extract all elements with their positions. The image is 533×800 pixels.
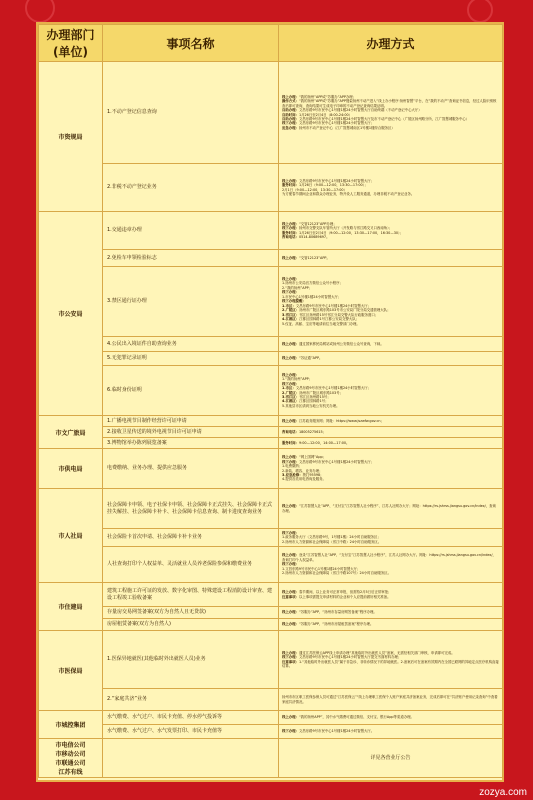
method-cell	[279, 164, 503, 212]
method-label: 线上办理：	[282, 255, 299, 260]
method-line: 注意事项：1.“其他临时外出就医人员”属于非急诊、非转诊情况下的异地就医。2.备案后可在备案有效期内在全国已联网的异地定点医疗机构直接结算。	[282, 659, 499, 668]
table-row	[39, 164, 503, 212]
item-name-cell: 1.不动产登记信息查询	[103, 62, 279, 164]
department-cell: 市电信公司 市移动公司 市联通公司 江苏有线	[39, 739, 103, 778]
method-line: 线上办理：“我的扬州”APP或“苏服办”APP办理；	[282, 94, 357, 99]
method-line: 线上办理：登录“江苏智慧人社”APP、“支付宝”江苏智慧人社小程序”，江苏人社网办大厅。网址：https://rs.jshrss.jiangsu.gov.cn/index/，查询打印个人权益单。	[282, 553, 496, 562]
method-label: 线下办理：	[282, 655, 299, 660]
method-cell	[279, 62, 503, 164]
method-label: 线下办理提醒：	[282, 299, 306, 304]
item-name-cell: 3.禁区通行证办理	[103, 267, 279, 337]
method-cell	[279, 619, 503, 631]
department-cell: 市供电局	[39, 449, 103, 489]
method-cell	[279, 583, 503, 607]
item-name-cell: 水气缴费、水气过户、水气发票打印、市民卡充值等	[103, 725, 279, 739]
item-name-cell: 房屋租赁备案(双方为自然人)	[103, 619, 279, 631]
method-cell	[279, 337, 503, 352]
table-row	[39, 607, 503, 619]
method-line: 5.其他县市区请到当地公安机关办理。	[282, 403, 340, 408]
method-label: 自助办理：	[282, 116, 299, 121]
method-line: 2.扬州市人力资源和社会保障局（邗江中路107号）24小时自助服务区。	[282, 571, 391, 576]
method-line: 1.政务服务大厅（文昌东路9号，1号楼1楼）24小时自助服务区；	[282, 535, 381, 540]
method-label: 线下办理：	[282, 121, 299, 126]
method-label: 线上办理：	[282, 455, 299, 460]
table-header-row	[39, 25, 503, 62]
item-name-cell: 人社查询打印个人权益单、灵活就业人员养老保险参保和缴费业务	[103, 547, 279, 583]
method-label: 应急办理：	[282, 125, 299, 130]
method-line: 线上办理：“交管12123”APP。	[282, 255, 330, 260]
method-label: 线上办理：	[282, 650, 299, 655]
method-line: 为方便春节期间企业和群众办理业务，特开设人工服务通道，办理非税不动产登记业务。	[282, 191, 415, 196]
method-line: 注意事项：以上事项需提交申请材料的企业和个人应提前做好相关准备。	[282, 594, 391, 599]
method-label: 1.市区：	[282, 386, 296, 391]
service-table-frame	[36, 22, 504, 782]
table-row	[39, 427, 503, 438]
item-name-cell: 1.交通违章办理	[103, 212, 279, 250]
method-cell	[279, 529, 503, 547]
item-name-cell: 2.“家庭共济”业务	[103, 689, 279, 711]
table-row	[39, 366, 503, 416]
method-line: 详见各营业厅公告	[370, 754, 411, 761]
method-line: 服务时间：1月26日至2月4日（9:00—12:00，13:30—17:00，16:30—30）；	[282, 230, 404, 235]
method-label: 线上办理：	[282, 356, 299, 361]
table-row	[39, 337, 503, 352]
method-label: 操作方式：	[282, 99, 299, 104]
method-line: 线下办理：文昌东路9号市民中心1号楼1楼24小时智慧大厅。	[282, 729, 375, 734]
method-line: 线上办理：文昌东路9号市民中心1号楼1楼24小时智慧大厅；	[282, 178, 375, 183]
method-label: 线下办理：	[282, 729, 299, 734]
method-label: 线上办理：	[282, 590, 299, 595]
method-line: 3.应急抢修：拨打95598；	[282, 472, 324, 477]
item-name-cell: 2.免检车申领检验标志	[103, 250, 279, 267]
method-line: 线上办理：“网上国网”App；	[282, 455, 327, 460]
method-label: 注意事项：	[282, 594, 299, 599]
table-row	[39, 416, 503, 427]
method-label: 注意事项：	[282, 659, 299, 664]
method-label: 咨询电话：	[282, 429, 299, 434]
method-label: 3.邗江区：	[282, 394, 300, 399]
table-row	[39, 619, 503, 631]
method-label: 线下办理：	[282, 562, 299, 567]
method-cell	[279, 547, 503, 583]
method-label: 线上办理：	[282, 341, 299, 346]
header-department: 办理部门(单位)	[39, 25, 103, 62]
method-label: 线上办理：	[282, 715, 299, 720]
item-name-cell: 电费缴纳、业务办理、提供应急服务	[103, 449, 279, 489]
method-label: 3.邗江区：	[282, 312, 300, 317]
method-label: 咨询电话：	[282, 234, 299, 239]
department-cell: 市文广旅局	[39, 416, 103, 449]
item-name-cell: 2.接收卫星传送的境外电视节目许可证申请	[103, 427, 279, 438]
method-line: 线上办理：“苏服办”APP、“扬州市存量房网签备案”程序办理。	[282, 610, 377, 615]
method-line: 1.市民中心1号楼1楼24小时智慧大厅；	[282, 294, 342, 299]
method-line: 2.广陵区：扬州市广陵区城东路103号市公安局广陵分局交通管理大队；	[282, 308, 391, 313]
method-line: 操作方式：“我的扬州”APP或“苏服办”APP搜索扬州不动产进入“线上办小程序·扬州智慧”平台，在“我的不动产”查询证书信息，经过人脸识别核查后即可查询，查询结果可生成电子印章的不动产登记查询结果证明。	[282, 99, 497, 108]
method-line: 1.市区：文昌东路9号市民中心1号楼1楼24小时智慧大厅；	[282, 303, 372, 308]
item-name-cell: 4.公民出入境证件自助查询业务	[103, 337, 279, 352]
method-line: 服务时间：1月26日（9:00—12:00，13:30—17:00）；	[282, 183, 368, 188]
method-line: 1.文昌东路9号市民中心1号楼1楼24小时智慧大厅；	[282, 566, 361, 571]
table-row	[39, 449, 503, 489]
method-label: 线上办理：	[282, 372, 299, 377]
table-row	[39, 583, 503, 607]
item-name-cell: 建筑工程施工许可证的发放、数字化审图、特殊建设工程消防设计审查、建设工程竣工验收备案	[103, 583, 279, 607]
method-line: 扬州市市区职工医保参保人员可通过“江苏医保云”“线上办理职工医保个人账户家庭共济备案业务，完成后即可在“共济账户使用记录查询”中查看家庭共济情况。	[282, 695, 498, 704]
method-line: 咨询电话：0514-80689697。	[282, 234, 330, 239]
method-line: 应急办理：扬州市不动产登记中心（江广智慧城南区1号楼1楼综合服务区）	[282, 125, 395, 130]
table-row	[39, 529, 503, 547]
table-body	[39, 62, 503, 778]
table-row	[39, 547, 503, 583]
method-cell	[279, 212, 503, 250]
department-cell: 市住建局	[39, 583, 103, 631]
method-cell	[279, 607, 503, 619]
item-name-cell: 社会保障卡申领、电子社保卡申领、社会保障卡正式挂失、社会保障卡正式挂失解挂、社会保障卡补卡、社会保障卡信息查询、制卡进度查询业务	[103, 489, 279, 529]
table-row	[39, 212, 503, 250]
department-cell: 市医保局	[39, 631, 103, 711]
item-name-cell	[103, 739, 279, 778]
method-line: 线上办理：“江苏智慧人社”APP、“支付宝”江苏智慧人社小程序”、江苏人社网办大厅；网址：https://rs.jshrss.jiangsu.gov.cn/index/，查询办理。	[282, 504, 496, 513]
method-line: 1.电费缴纳；	[282, 464, 303, 469]
method-line: 1.“我的扬州”APP；	[282, 377, 313, 382]
method-line: 线上办理：春节期间，以上业务可正常申报，但需待2月5日后正常审批；	[282, 590, 392, 595]
method-line: 线上办理：江苏政务服务网；网址：https://www.jszwfw.gov.cn；	[282, 418, 384, 423]
method-line: 服务时间：9:00—12:00，14:00—17:00。	[282, 440, 350, 445]
method-line: 线上办理：通过江苏医保云APP线上申请办理“其他临时外出就医人员”备案，无需经相关部门审核，申请即可完成。	[282, 650, 455, 655]
item-name-cell: 存量房交易网签备案(双方为自然人且无贷款)	[103, 607, 279, 619]
method-label: 线上办理：	[282, 610, 299, 615]
method-cell	[279, 438, 503, 449]
method-label: 线上办理：	[282, 276, 299, 281]
item-name-cell: 2.非税不动产登记业务	[103, 164, 279, 212]
table-row	[39, 725, 503, 739]
method-label: 线下办理：	[282, 381, 299, 386]
method-label: 线上办理：	[282, 94, 299, 99]
method-line: 2.扬州市人力资源和社会保障局（邗江中路）24小时自助服务区。	[282, 539, 382, 544]
method-label: 线上办理：	[282, 178, 299, 183]
table-row	[39, 489, 503, 529]
method-label: 线下办理：	[282, 459, 299, 464]
table-row	[39, 739, 503, 778]
method-cell	[279, 689, 503, 711]
method-cell	[279, 725, 503, 739]
item-name-cell: 3.博物馆举办陈列展览备案	[103, 438, 279, 449]
method-cell	[279, 250, 503, 267]
method-cell	[279, 267, 503, 337]
method-label: 线上办理：	[282, 418, 299, 423]
item-name-cell: 5.无犯罪记录证明	[103, 352, 279, 366]
method-cell	[279, 489, 503, 529]
item-name-cell: 1.医保异地就医(其他临时外出就医人员)业务	[103, 631, 279, 689]
table-row	[39, 250, 503, 267]
method-label: 线下办理：	[282, 226, 299, 231]
method-line: 线上办理：“我的扬州APP”，其中水气缴费可通过微信、支付宝、银行App等渠道办理。	[282, 715, 414, 720]
method-cell	[279, 449, 503, 489]
table-row	[39, 689, 503, 711]
table-row	[39, 631, 503, 689]
method-label: 4.江都区：	[282, 317, 300, 322]
method-line: 线下办理：扬州市交警支队车管所大厅（开发路与邗江路交叉口西南角）；	[282, 226, 393, 231]
method-cell	[279, 711, 503, 725]
method-label: 3.应急抢修：	[282, 472, 303, 477]
department-cell: 市公安局	[39, 212, 103, 416]
method-line: 2月1日（9:00—12:00，13:30—17:00）	[282, 187, 347, 192]
watermark-text: zozya.com	[479, 787, 527, 798]
method-cell	[279, 366, 503, 416]
method-label: 线上办理：	[282, 504, 299, 509]
item-name-cell: 1.广播电视节目制作经营许可证申请	[103, 416, 279, 427]
method-line: 线下办理：文昌东路9号市民中心1号楼1楼24小时智慧大厅；	[282, 459, 375, 464]
header-item-name: 事项名称	[103, 25, 279, 62]
table-row	[39, 62, 503, 164]
item-name-cell: 6.临时身份证明	[103, 366, 279, 416]
method-label: 线上办理：	[282, 221, 299, 226]
method-line: 2.“我的扬州”APP；	[282, 285, 313, 290]
department-cell: 市城控集团	[39, 711, 103, 739]
department-cell: 市资规局	[39, 62, 103, 212]
method-line: 3.邗江区：邗江区扬州路15号；	[282, 394, 331, 399]
method-line: 2.广陵区：扬州市广陵区城东路103号；	[282, 390, 343, 395]
method-label: 线下办理：	[282, 530, 299, 535]
header-method: 办理方式	[279, 25, 503, 62]
method-line: 线上办理：“苏证通”APP。	[282, 356, 323, 361]
method-cell	[279, 427, 503, 438]
method-line: 3.邗江区：邗江区扬州路15号邗江分局交警大队行政服务窗口；	[282, 312, 379, 317]
method-label: 1.市区：	[282, 303, 296, 308]
method-label: 自助办理：	[282, 108, 299, 113]
method-line: 线下办理：文昌东路9号市民中心1号楼1楼24小时智慧大厅提交书面材料办理；	[282, 655, 402, 660]
method-label: 线下办理：	[282, 290, 299, 295]
method-label: 服务时间：	[282, 440, 299, 445]
item-name-cell: 水气缴费、水气过户、市民卡充值、停水停气投诉等	[103, 711, 279, 725]
method-line: 自助办理：文昌东路9号市民中心1号楼1楼24小时智慧大厅及市不动产登记中心（广陵区扬州路分所，江广智慧城服务中心）	[282, 116, 470, 121]
method-line: 线上办理：“交管12123”APP办理；	[282, 221, 337, 226]
method-line: 1.市区：文昌东路9号市民中心1号楼1楼24小时智慧大厅；	[282, 386, 372, 391]
method-cell	[279, 352, 503, 366]
method-label: 4.江都区：	[282, 399, 300, 404]
method-label: 自助时间：	[282, 112, 299, 117]
method-line: 4.江都区：江都区园林路1号；	[282, 399, 329, 404]
method-line: 4.江都区：江都区园林路1号江都公安局交警大队；	[282, 317, 360, 322]
item-name-cell: 社会保险卡首次申请、社会保障卡补卡业务	[103, 529, 279, 547]
method-label: 服务时间：	[282, 230, 299, 235]
decorative-header-pattern	[0, 0, 533, 22]
method-line: 自助办理：文昌东路9号市民中心1号楼1楼24小时智慧大厅自助终端（不动产登记中心大厅）	[282, 108, 422, 113]
method-line: 咨询电话：18005275615；	[282, 429, 327, 434]
method-cell	[279, 739, 503, 778]
table-row	[39, 711, 503, 725]
method-label: 线上办理：	[282, 622, 299, 627]
method-line: 自助时间：1月26日至2月4日（8:00-24:00）	[282, 112, 353, 117]
service-table	[38, 24, 503, 778]
table-row	[39, 352, 503, 366]
method-label: 2.广陵区：	[282, 308, 300, 313]
method-cell	[279, 631, 503, 689]
method-line: 4.提供各类用电咨询及服务。	[282, 477, 326, 482]
method-label: 2.广陵区：	[282, 390, 300, 395]
method-label: 线上办理：	[282, 553, 299, 558]
department-cell: 市人社局	[39, 489, 103, 583]
method-line: 线上办理：通过国家移民局网站或扬州公安微信公众号查询，下载。	[282, 341, 384, 346]
method-line: 线下办理：文昌东路9号市民中心1号楼1楼24小时智慧大厅；	[282, 121, 375, 126]
method-line: 2.新装、增容、业务办理；	[282, 468, 323, 473]
table-row	[39, 267, 503, 337]
method-line: 5.仪征、高邮、宝应等地请前往当地交警部门办理。	[282, 321, 360, 326]
method-line: 线上办理：“苏服办”APP、“扬州市房屋租赁备案”程序办理。	[282, 622, 374, 627]
method-label: 服务时间：	[282, 183, 299, 188]
method-cell	[279, 416, 503, 427]
method-line: 1.扬州市公安局官方微信公众号小程序；	[282, 281, 343, 286]
table-row	[39, 438, 503, 449]
